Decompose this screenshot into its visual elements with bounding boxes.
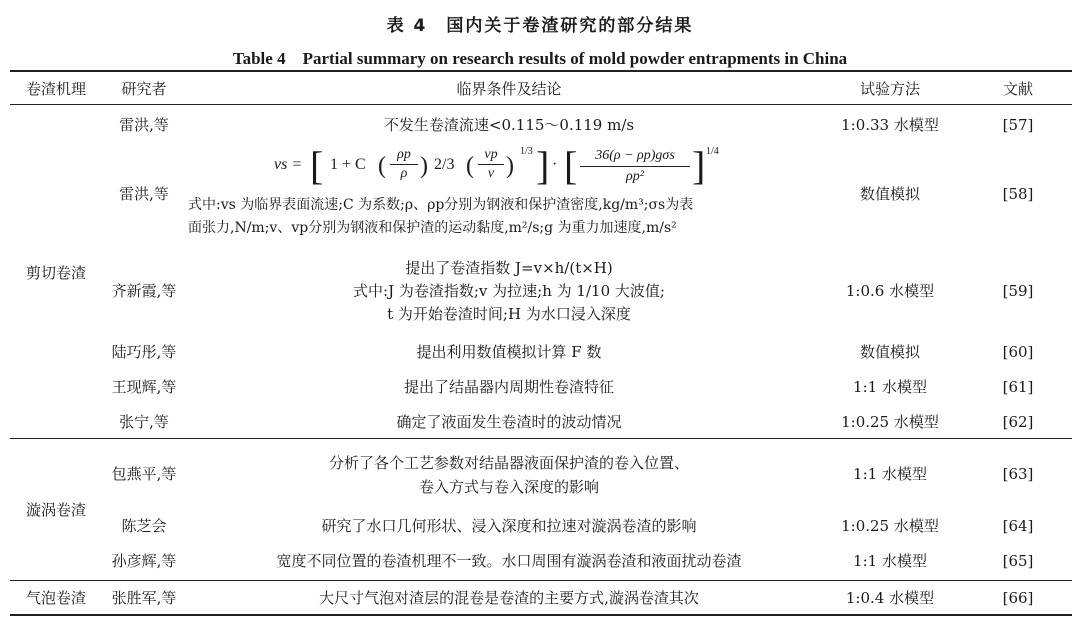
- row-4-researcher: 王现辉,等: [111, 378, 177, 396]
- row-1-ref: [58]: [1002, 185, 1034, 203]
- formula-rho: ρ: [400, 166, 408, 181]
- row-2-ref: [59]: [1002, 282, 1034, 300]
- row-2-conclusion-line1: 提出了卷渣指数 J=v×h/(t×H): [405, 259, 613, 277]
- row-8-ref: [65]: [1002, 552, 1034, 570]
- row-8-method: 1:1 水模型: [853, 552, 927, 570]
- formula-exp-13: 1/3: [520, 146, 533, 157]
- row-6-conclusion-line1: 分析了各个工艺参数对结晶器液面保护渣的卷入位置、: [328, 454, 689, 472]
- row-5-conclusion: 确定了液面发生卷渣时的波动情况: [396, 413, 622, 431]
- group-bubble: 气泡卷渣: [25, 589, 86, 607]
- critical-velocity-formula: [274, 143, 754, 190]
- row-1-method: 数值模拟: [859, 185, 920, 203]
- row-7-conclusion: 研究了水口几何形状、浸入深度和拉速对漩涡卷渣的影响: [321, 517, 697, 535]
- formula-bracket2-open: [: [564, 143, 578, 188]
- formula-numerator-2: 36(ρ − ρp)gσs: [580, 146, 690, 167]
- header-rule: [10, 104, 1072, 105]
- formula-bracket2-close: ]: [692, 143, 706, 188]
- row-2-conclusion-line2: 式中:J 为卷渣指数;v 为拉速;h 为 1/10 大波值;: [353, 282, 665, 300]
- row-0-ref: [57]: [1002, 116, 1034, 134]
- header-reference: 文献: [1002, 80, 1033, 98]
- row-5-researcher: 张宁,等: [119, 413, 169, 431]
- formula-bracket-close: ]: [536, 143, 550, 188]
- header-researcher: 研究者: [121, 80, 167, 98]
- row-2-method: 1:0.6 水模型: [845, 282, 935, 300]
- formula-exp-23: 2/3: [434, 156, 455, 173]
- row-0-conclusion: 不发生卷渣流速<0.115～0.119 m/s: [383, 116, 635, 134]
- row-6-method: 1:1 水模型: [853, 465, 927, 483]
- formula-lhs: vs =: [274, 156, 303, 173]
- formula-denominator-2: ρp²: [626, 169, 644, 184]
- row-5-method: 1:0.25 水模型: [841, 413, 939, 431]
- group-vortex: 漩涡卷渣: [25, 501, 86, 519]
- row-5-ref: [62]: [1002, 413, 1034, 431]
- group-shear: 剪切卷渣: [25, 264, 86, 282]
- row-0-researcher: 雷洪,等: [119, 116, 169, 134]
- formula-exp-14: 1/4: [706, 146, 719, 157]
- formula-vp: vp: [478, 146, 504, 165]
- row-9-conclusion: 大尺寸气泡对渣层的混卷是卷渣的主要方式,漩涡卷渣其次: [319, 589, 699, 607]
- group-rule-2: [10, 580, 1072, 581]
- row-4-conclusion: 提出了结晶器内周期性卷渣特征: [403, 378, 614, 396]
- row-8-conclusion: 宽度不同位置的卷渣机理不一致。水口周围有漩涡卷渣和液面扰动卷渣: [276, 552, 742, 570]
- row-1-researcher: 雷洪,等: [119, 185, 169, 203]
- row-7-researcher: 陈芝会: [121, 517, 167, 535]
- top-rule: [10, 70, 1072, 72]
- formula-v: v: [487, 166, 495, 181]
- header-method: 试验方法: [859, 80, 920, 98]
- bottom-rule: [10, 614, 1072, 616]
- formula-paren-open-2: (: [466, 153, 474, 179]
- row-4-method: 1:1 水模型: [853, 378, 927, 396]
- row-1-conclusion-line1: 式中:vs 为临界表面流速;C 为系数;ρ、ρp分别为钢液和保护渣密度,kg/m³;σs为表: [188, 197, 694, 213]
- row-3-conclusion: 提出利用数值模拟计算 F 数: [416, 343, 602, 361]
- row-9-researcher: 张胜军,等: [111, 589, 177, 607]
- formula-density-ratio: [390, 146, 418, 183]
- table-title-en: Table 4 Partial summary on research results of mold powder entrapments in China: [232, 49, 848, 68]
- row-3-ref: [60]: [1002, 343, 1034, 361]
- formula-dot: ·: [552, 156, 558, 173]
- row-2-conclusion-line3: t 为开始卷渣时间;H 为水口浸入深度: [387, 305, 631, 323]
- formula-bracket-open: [: [310, 143, 324, 188]
- formula-paren-close-1: ): [420, 153, 428, 179]
- row-3-researcher: 陆巧彤,等: [111, 343, 177, 361]
- row-2-researcher: 齐新霞,等: [111, 282, 177, 300]
- row-6-researcher: 包燕平,等: [111, 465, 177, 483]
- header-mechanism: 卷渣机理: [25, 80, 86, 98]
- formula-rho-p: ρp: [390, 146, 418, 165]
- formula-term1: 1 + C: [330, 156, 366, 173]
- table-title-cn: 表 4 国内关于卷渣研究的部分结果: [386, 16, 694, 36]
- formula-fraction-2: [580, 146, 690, 187]
- group-rule-1: [10, 438, 1072, 439]
- row-9-method: 1:0.4 水模型: [845, 589, 935, 607]
- row-6-ref: [63]: [1002, 465, 1034, 483]
- row-8-researcher: 孙彦辉,等: [111, 552, 177, 570]
- row-0-method: 1:0.33 水模型: [841, 116, 939, 134]
- formula-paren-close-2: ): [506, 153, 514, 179]
- row-4-ref: [61]: [1002, 378, 1034, 396]
- formula-paren-open-1: (: [378, 153, 386, 179]
- row-3-method: 数值模拟: [859, 343, 920, 361]
- row-7-method: 1:0.25 水模型: [841, 517, 939, 535]
- header-conclusion: 临界条件及结论: [456, 80, 562, 98]
- row-6-conclusion-line2: 卷入方式与卷入深度的影响: [418, 478, 599, 496]
- formula-viscosity-ratio: [478, 146, 504, 183]
- row-7-ref: [64]: [1002, 517, 1034, 535]
- row-9-ref: [66]: [1002, 589, 1034, 607]
- row-1-conclusion-line2: 面张力,N/m;v、vp分别为钢液和保护渣的运动黏度,m²/s;g 为重力加速度,m/s²: [188, 220, 677, 236]
